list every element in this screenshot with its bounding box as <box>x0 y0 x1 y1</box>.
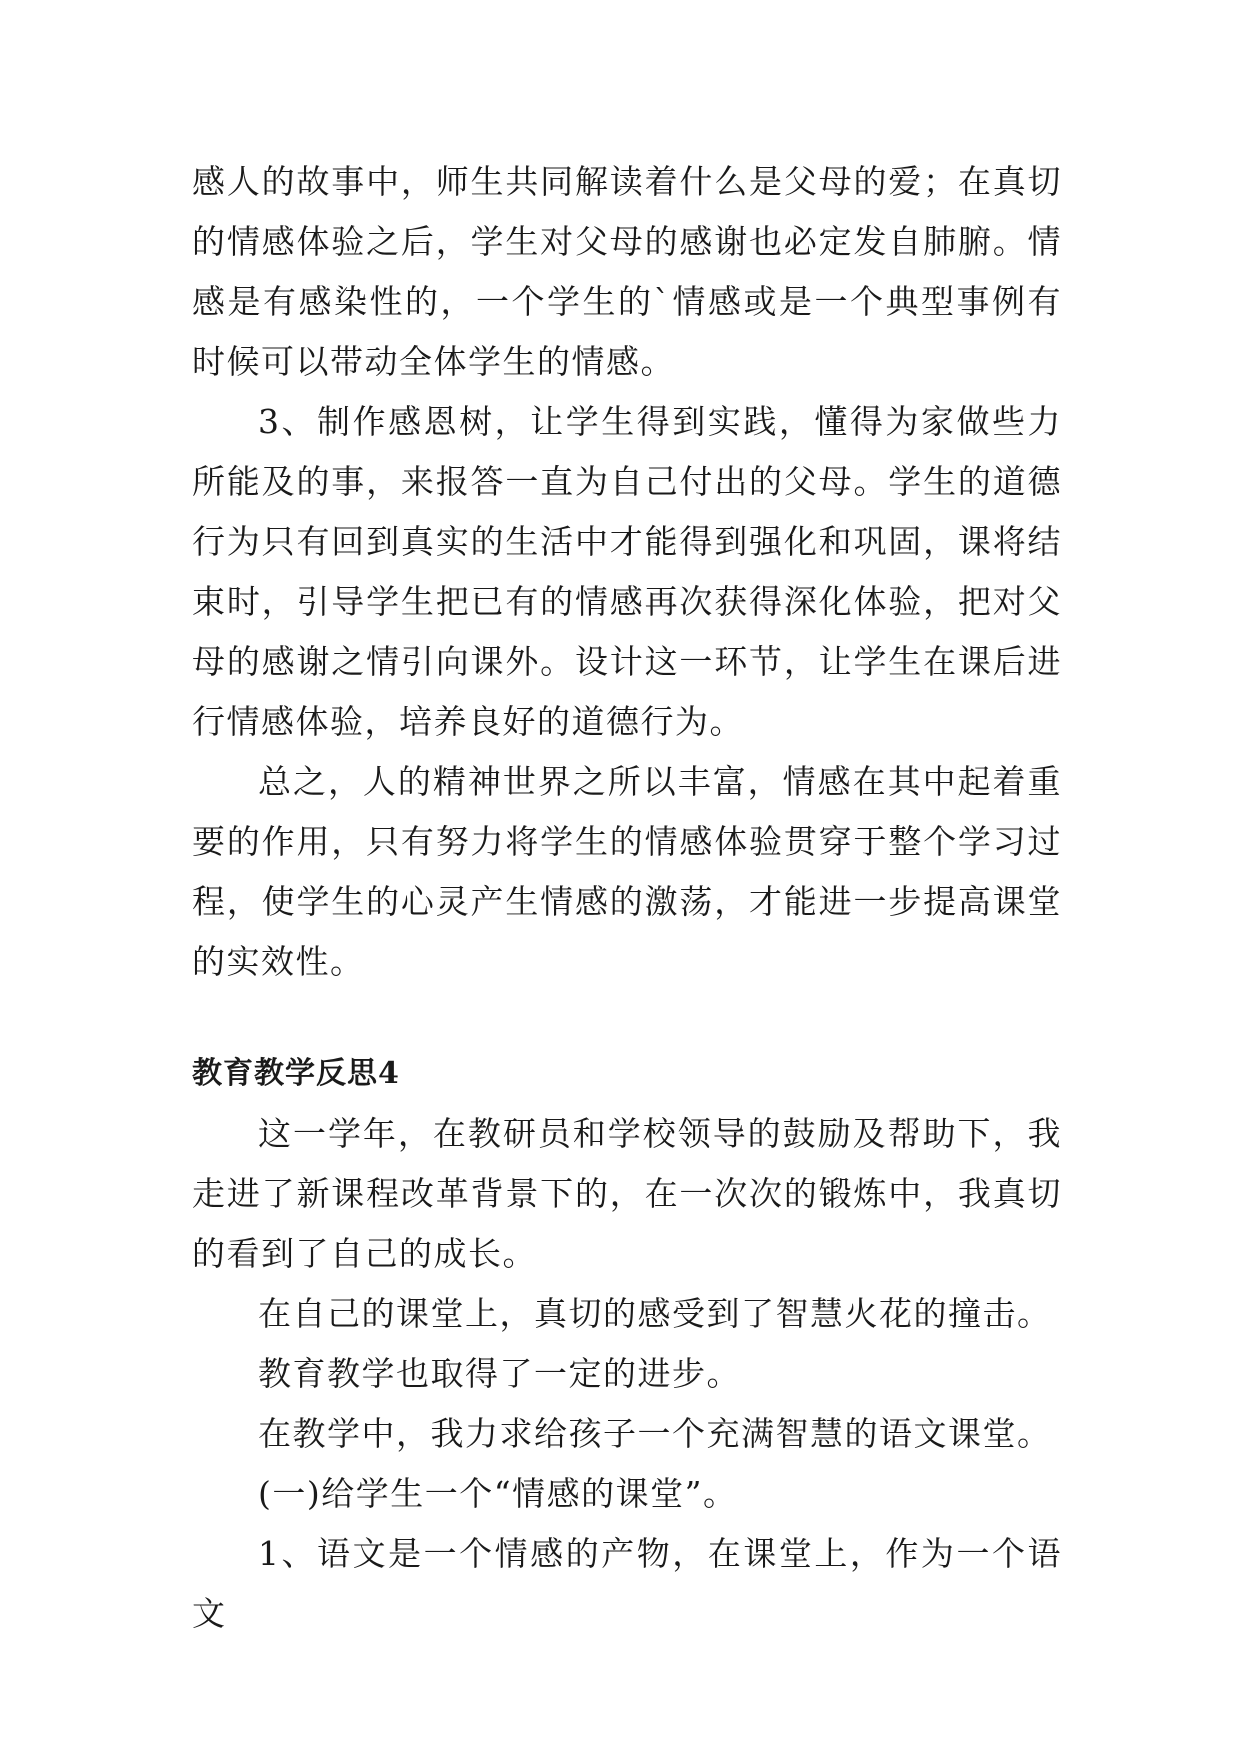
paragraph-gratitude-tree: 3、制作感恩树，让学生得到实践，懂得为家做些力所能及的事，来报答一直为自己付出的父母。学生的道德行为只有回到真实的生活中才能得到强化和巩固，课将结束时，引导学生把已有的情感再次获得深化体验，把对父母的感谢之情引向课外。设计这一环节，让学生在课后进行情感体验，培养良好的道德行为。 <box>192 402 1062 741</box>
paragraph-intro: 感人的故事中，师生共同解读着什么是父母的爱；在真切的情感体验之后，学生对父母的感谢也必定发自肺腑。情感是有感染性的，一个学生的`情感或是一个典型事例有时候可以带动全体学生的情感。 <box>192 162 1062 381</box>
paragraph-teaching-goal: 在教学中，我力求给孩子一个充满智慧的语文课堂。 <box>258 1414 1052 1453</box>
paragraph-emotional-classroom: (一)给学生一个“情感的课堂”。 <box>258 1474 738 1513</box>
section-title: 教育教学反思4 <box>192 1056 400 1091</box>
paragraph-progress: 教育教学也取得了一定的进步。 <box>258 1354 741 1393</box>
paragraph-classroom: 在自己的课堂上，真切的感受到了智慧火花的撞击。 <box>258 1294 1052 1333</box>
paragraph-conclusion: 总之，人的精神世界之所以丰富，情感在其中起着重要的作用，只有努力将学生的情感体验贯穿于整个学习过程，使学生的心灵产生情感的激荡，才能进一步提高课堂的实效性。 <box>192 762 1062 981</box>
document-body <box>192 152 1062 1644</box>
paragraph-school-year: 这一学年，在教研员和学校领导的鼓励及帮助下，我走进了新课程改革背景下的，在一次次的锻炼中，我真切的看到了自己的成长。 <box>192 1114 1062 1273</box>
paragraph-chinese-emotion: 1、语文是一个情感的产物，在课堂上，作为一个语文 <box>192 1534 1062 1633</box>
